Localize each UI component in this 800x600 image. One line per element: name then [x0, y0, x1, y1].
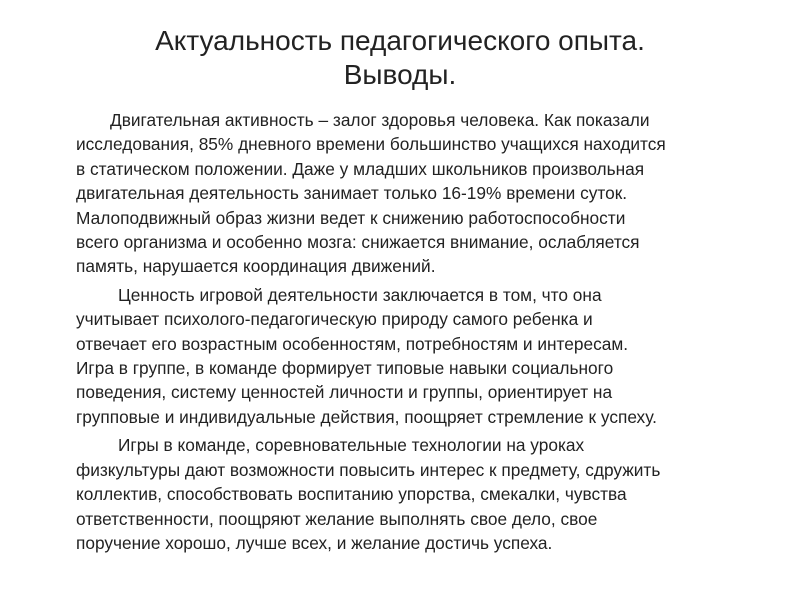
text-line: всего организма и особенно мозга: снижается внимание, ослабляется: [76, 232, 640, 253]
text-line: Малоподвижный образ жизни ведет к снижению работоспособности: [76, 207, 626, 228]
text-line: Игра в группе, в команде формирует типовые навыки социального: [76, 358, 614, 379]
text-line: исследования, 85% дневного времени большинство учащихся находится: [76, 134, 666, 155]
text-line: учитывает психолого-педагогическую природу самого ребенка и: [76, 309, 593, 330]
paragraph-game-value: [76, 283, 766, 429]
text-line: двигательная деятельность занимает только 16-19% времени суток.: [76, 183, 628, 204]
paragraph-motor-activity: [76, 108, 766, 279]
text-line: физкультуры дают возможности повысить интерес к предмету, сдружить: [76, 459, 661, 480]
text-line: поручение хорошо, лучше всех, и желание достичь успеха.: [76, 532, 553, 553]
text-line: групповые и индивидуальные действия, поощряет стремление к успеху.: [76, 406, 657, 427]
text-line: в статическом положении. Даже у младших школьников произвольная: [76, 158, 645, 179]
text-line: отвечает его возрастным особенностям, потребностям и интересам.: [76, 333, 629, 354]
title-line-1: Актуальность педагогического опыта.: [155, 25, 645, 56]
text-line: Ценность игровой деятельности заключается в том, что она: [118, 284, 602, 305]
text-line: коллектив, способствовать воспитанию упорства, смекалки, чувства: [76, 484, 627, 505]
text-line: поведения, систему ценностей личности и группы, ориентирует на: [76, 382, 613, 403]
text-line: Двигательная активность – залог здоровья человека. Как показали: [110, 110, 650, 130]
slide-body: [76, 108, 766, 559]
text-line: ответственности, поощряют желание выполнять свое дело, свое: [76, 508, 598, 529]
text-line: Игры в команде, соревновательные технологии на уроках: [118, 435, 585, 456]
paragraph-team-games: [76, 433, 766, 555]
title-line-2: Выводы.: [343, 59, 457, 90]
slide-title: [100, 24, 700, 92]
text-line: память, нарушается координация движений.: [76, 256, 436, 277]
